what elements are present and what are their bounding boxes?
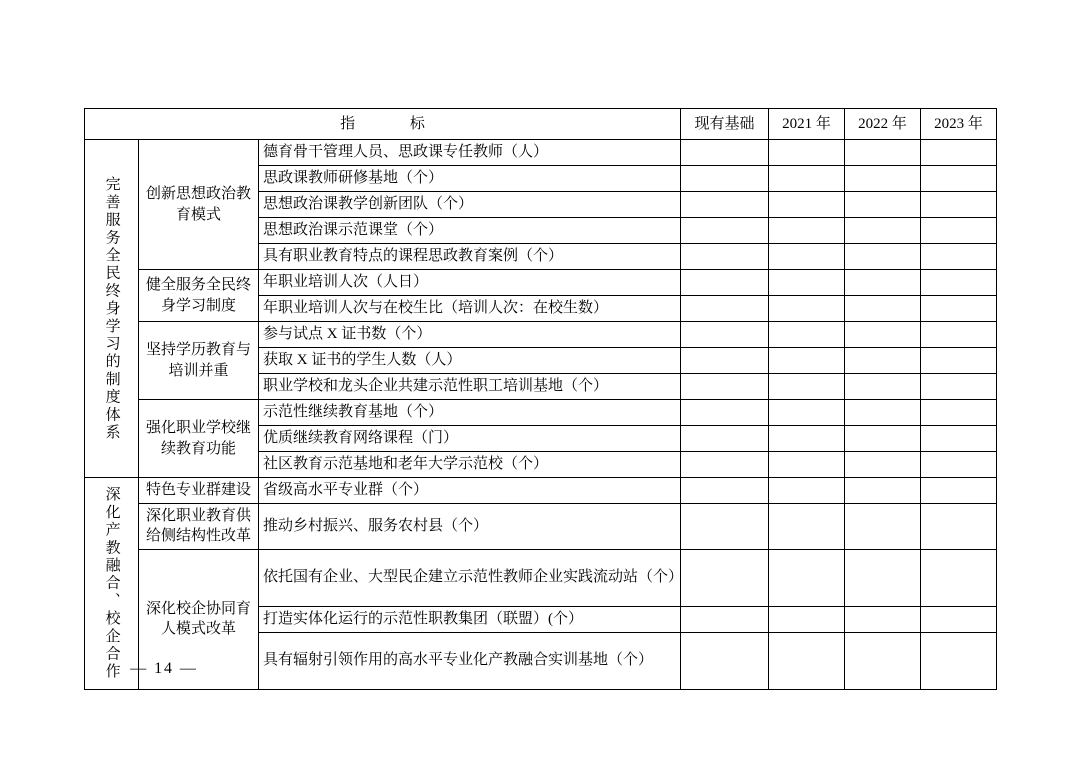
value-existing-base[interactable] [681, 322, 769, 348]
indicator-item: 推动乡村振兴、服务农村县（个） [259, 504, 681, 550]
category-cell [85, 140, 139, 478]
value-existing-base[interactable] [681, 244, 769, 270]
value-2022[interactable] [845, 549, 921, 606]
value-2023[interactable] [921, 270, 997, 296]
header-year-2021: 2021 年 [769, 109, 845, 140]
value-2021[interactable] [769, 400, 845, 426]
value-2022[interactable] [845, 374, 921, 400]
value-2022[interactable] [845, 192, 921, 218]
indicator-item: 年职业培训人次与在校生比（培训人次：在校生数） [259, 296, 681, 322]
value-2022[interactable] [845, 218, 921, 244]
value-2021[interactable] [769, 270, 845, 296]
value-2022[interactable] [845, 166, 921, 192]
value-2022[interactable] [845, 244, 921, 270]
value-2022[interactable] [845, 426, 921, 452]
value-2022[interactable] [845, 606, 921, 632]
value-2021[interactable] [769, 348, 845, 374]
value-2023[interactable] [921, 478, 997, 504]
value-2022[interactable] [845, 632, 921, 689]
value-existing-base[interactable] [681, 632, 769, 689]
value-2023[interactable] [921, 192, 997, 218]
value-2021[interactable] [769, 322, 845, 348]
table-row [85, 549, 997, 606]
value-2023[interactable] [921, 632, 997, 689]
indicator-item: 具有职业教育特点的课程思政教育案例（个） [259, 244, 681, 270]
value-2021[interactable] [769, 374, 845, 400]
value-2023[interactable] [921, 400, 997, 426]
category-cell [85, 478, 139, 690]
table-row [85, 322, 997, 348]
table-header [85, 109, 997, 140]
value-2021[interactable] [769, 478, 845, 504]
indicator-item: 优质继续教育网络课程（门） [259, 426, 681, 452]
indicator-item: 思想政治课示范课堂（个） [259, 218, 681, 244]
indicator-item: 职业学校和龙头企业共建示范性职工培训基地（个） [259, 374, 681, 400]
table-row [85, 400, 997, 426]
value-2023[interactable] [921, 244, 997, 270]
subcategory-cell: 强化职业学校继续教育功能 [139, 400, 259, 478]
value-2023[interactable] [921, 452, 997, 478]
table-row [85, 270, 997, 296]
subcategory-cell: 深化校企协同育人模式改革 [139, 549, 259, 689]
header-year-2023: 2023 年 [921, 109, 997, 140]
value-2021[interactable] [769, 218, 845, 244]
value-existing-base[interactable] [681, 549, 769, 606]
value-2021[interactable] [769, 166, 845, 192]
value-existing-base[interactable] [681, 478, 769, 504]
subcategory-cell: 坚持学历教育与培训并重 [139, 322, 259, 400]
value-2022[interactable] [845, 348, 921, 374]
indicator-item: 省级高水平专业群（个） [259, 478, 681, 504]
value-2021[interactable] [769, 426, 845, 452]
value-2021[interactable] [769, 296, 845, 322]
indicator-item: 打造实体化运行的示范性职教集团（联盟）(个） [259, 606, 681, 632]
value-2023[interactable] [921, 374, 997, 400]
value-2023[interactable] [921, 606, 997, 632]
subcategory-cell: 健全服务全民终身学习制度 [139, 270, 259, 322]
value-2023[interactable] [921, 322, 997, 348]
value-existing-base[interactable] [681, 374, 769, 400]
subcategory-cell: 特色专业群建设 [139, 478, 259, 504]
value-2021[interactable] [769, 632, 845, 689]
value-2022[interactable] [845, 400, 921, 426]
indicator-item: 思政课教师研修基地（个） [259, 166, 681, 192]
value-2023[interactable] [921, 166, 997, 192]
value-2023[interactable] [921, 549, 997, 606]
value-2023[interactable] [921, 348, 997, 374]
value-2021[interactable] [769, 140, 845, 166]
value-2022[interactable] [845, 270, 921, 296]
value-existing-base[interactable] [681, 400, 769, 426]
header-existing-base: 现有基础 [681, 109, 769, 140]
value-2021[interactable] [769, 549, 845, 606]
page-number: — 14 — [130, 660, 198, 677]
indicator-item: 德育骨干管理人员、思政课专任教师（人） [259, 140, 681, 166]
value-existing-base[interactable] [681, 504, 769, 550]
value-2021[interactable] [769, 504, 845, 550]
header-year-2022: 2022 年 [845, 109, 921, 140]
indicator-item: 思想政治课教学创新团队（个） [259, 192, 681, 218]
indicator-item: 参与试点 X 证书数（个） [259, 322, 681, 348]
value-existing-base[interactable] [681, 348, 769, 374]
category-label: 完善服务全民终身学习的制度体系 [103, 175, 120, 442]
indicator-item: 依托国有企业、大型民企建立示范性教师企业实践流动站（个） [259, 549, 681, 606]
value-existing-base[interactable] [681, 192, 769, 218]
indicator-item: 具有辐射引领作用的高水平专业化产教融合实训基地（个） [259, 632, 681, 689]
value-2022[interactable] [845, 296, 921, 322]
value-2022[interactable] [845, 322, 921, 348]
value-2023[interactable] [921, 296, 997, 322]
indicator-item: 获取 X 证书的学生人数（人） [259, 348, 681, 374]
value-2022[interactable] [845, 452, 921, 478]
value-existing-base[interactable] [681, 296, 769, 322]
value-existing-base[interactable] [681, 452, 769, 478]
value-2022[interactable] [845, 140, 921, 166]
category-label: 深化产教融合、校企合作 [103, 485, 120, 681]
value-2021[interactable] [769, 192, 845, 218]
value-existing-base[interactable] [681, 140, 769, 166]
indicator-table [84, 108, 997, 690]
table-body [85, 140, 997, 690]
subcategory-cell: 创新思想政治教育模式 [139, 140, 259, 270]
indicator-item: 年职业培训人次（人日） [259, 270, 681, 296]
value-2022[interactable] [845, 504, 921, 550]
value-existing-base[interactable] [681, 218, 769, 244]
value-2023[interactable] [921, 140, 997, 166]
value-existing-base[interactable] [681, 270, 769, 296]
indicator-item: 社区教育示范基地和老年大学示范校（个） [259, 452, 681, 478]
value-2022[interactable] [845, 478, 921, 504]
value-2023[interactable] [921, 426, 997, 452]
table-row [85, 140, 997, 166]
value-existing-base[interactable] [681, 426, 769, 452]
indicator-item: 示范性继续教育基地（个） [259, 400, 681, 426]
value-existing-base[interactable] [681, 606, 769, 632]
value-2023[interactable] [921, 504, 997, 550]
value-2021[interactable] [769, 606, 845, 632]
header-indicator: 指 标 [85, 109, 681, 140]
table-row [85, 504, 997, 550]
value-2021[interactable] [769, 452, 845, 478]
value-2021[interactable] [769, 244, 845, 270]
value-existing-base[interactable] [681, 166, 769, 192]
table-row [85, 478, 997, 504]
subcategory-cell: 深化职业教育供给侧结构性改革 [139, 504, 259, 550]
value-2023[interactable] [921, 218, 997, 244]
